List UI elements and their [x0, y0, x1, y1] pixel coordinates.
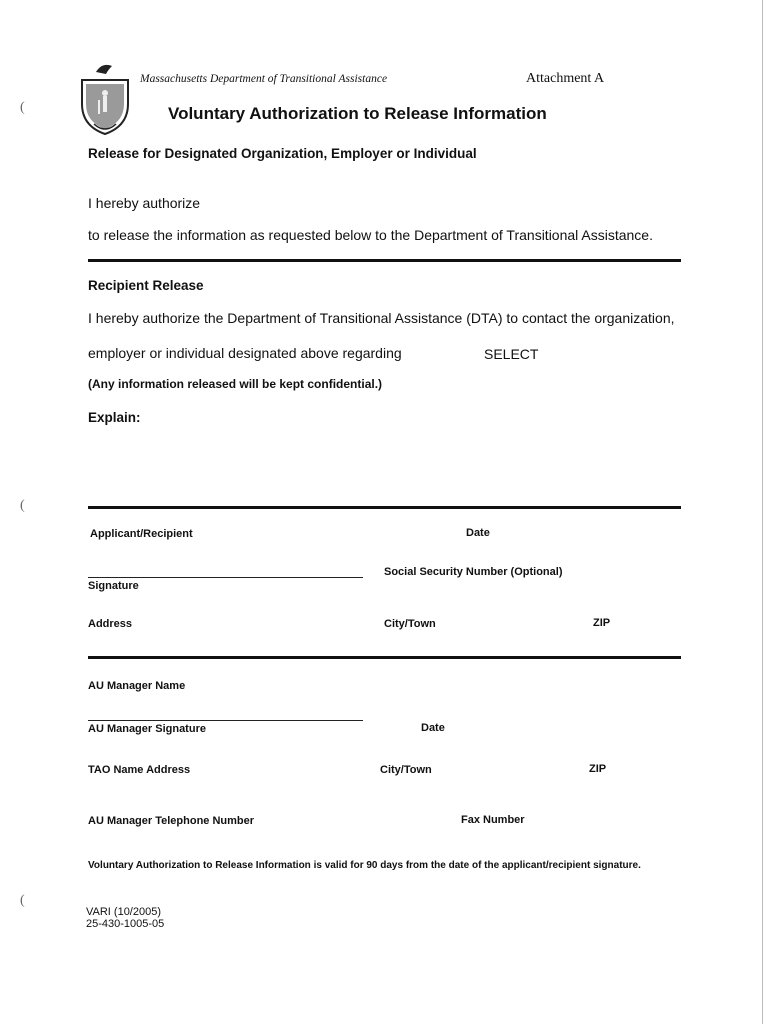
- department-name: Massachusetts Department of Transitional Assistance: [140, 73, 388, 85]
- punch-mark: (: [20, 498, 25, 513]
- manager-name-label: AU Manager Name: [88, 680, 186, 692]
- city-label: City/Town: [384, 618, 436, 630]
- section-divider: [88, 506, 681, 509]
- page-subtitle: Release for Designated Organization, Employer or Individual: [88, 146, 477, 161]
- ssn-label: Social Security Number (Optional): [384, 566, 563, 578]
- confidential-note: (Any information released will be kept confidential.): [88, 377, 383, 391]
- zip-label: ZIP: [593, 617, 611, 629]
- form-id: VARI (10/2005): [86, 906, 162, 918]
- validity-note: Voluntary Authorization to Release Information is valid for 90 days from the date of the applicant/recipient signature.: [88, 860, 641, 871]
- date-label: Date: [466, 527, 490, 539]
- manager-signature-label: AU Manager Signature: [88, 723, 206, 735]
- signature-label: Signature: [88, 580, 139, 592]
- address-label: Address: [88, 618, 133, 630]
- punch-mark: (: [20, 893, 25, 908]
- explain-label: Explain:: [88, 410, 141, 425]
- manager-date-label: Date: [421, 722, 445, 734]
- release-text: to release the information as requested below to the Department of Transitional Assistance.: [88, 227, 653, 243]
- page-edge: [762, 0, 763, 1024]
- punch-mark: (: [20, 100, 25, 115]
- manager-signature-line[interactable]: [88, 720, 363, 721]
- recipient-release-heading: Recipient Release: [88, 278, 204, 293]
- manager-phone-label: AU Manager Telephone Number: [88, 815, 255, 827]
- section-divider: [88, 259, 681, 262]
- massachusetts-seal-icon: [76, 60, 134, 136]
- recipient-release-text-2: employer or individual designated above regarding: [88, 345, 402, 361]
- signature-line[interactable]: [88, 577, 363, 578]
- applicant-label: Applicant/Recipient: [90, 528, 193, 540]
- tao-label: TAO Name Address: [88, 764, 191, 776]
- authorize-text: I hereby authorize: [88, 195, 201, 211]
- fax-label: Fax Number: [461, 814, 525, 826]
- section-divider: [88, 656, 681, 659]
- manager-zip-label: ZIP: [589, 763, 607, 775]
- attachment-label: Attachment A: [526, 71, 605, 86]
- form-number: 25-430-1005-05: [86, 918, 165, 930]
- purpose-select[interactable]: SELECT: [484, 346, 539, 362]
- page-title: Voluntary Authorization to Release Information: [168, 104, 547, 123]
- recipient-release-text: I hereby authorize the Department of Transitional Assistance (DTA) to contact the organization,: [88, 310, 675, 326]
- manager-city-label: City/Town: [380, 764, 432, 776]
